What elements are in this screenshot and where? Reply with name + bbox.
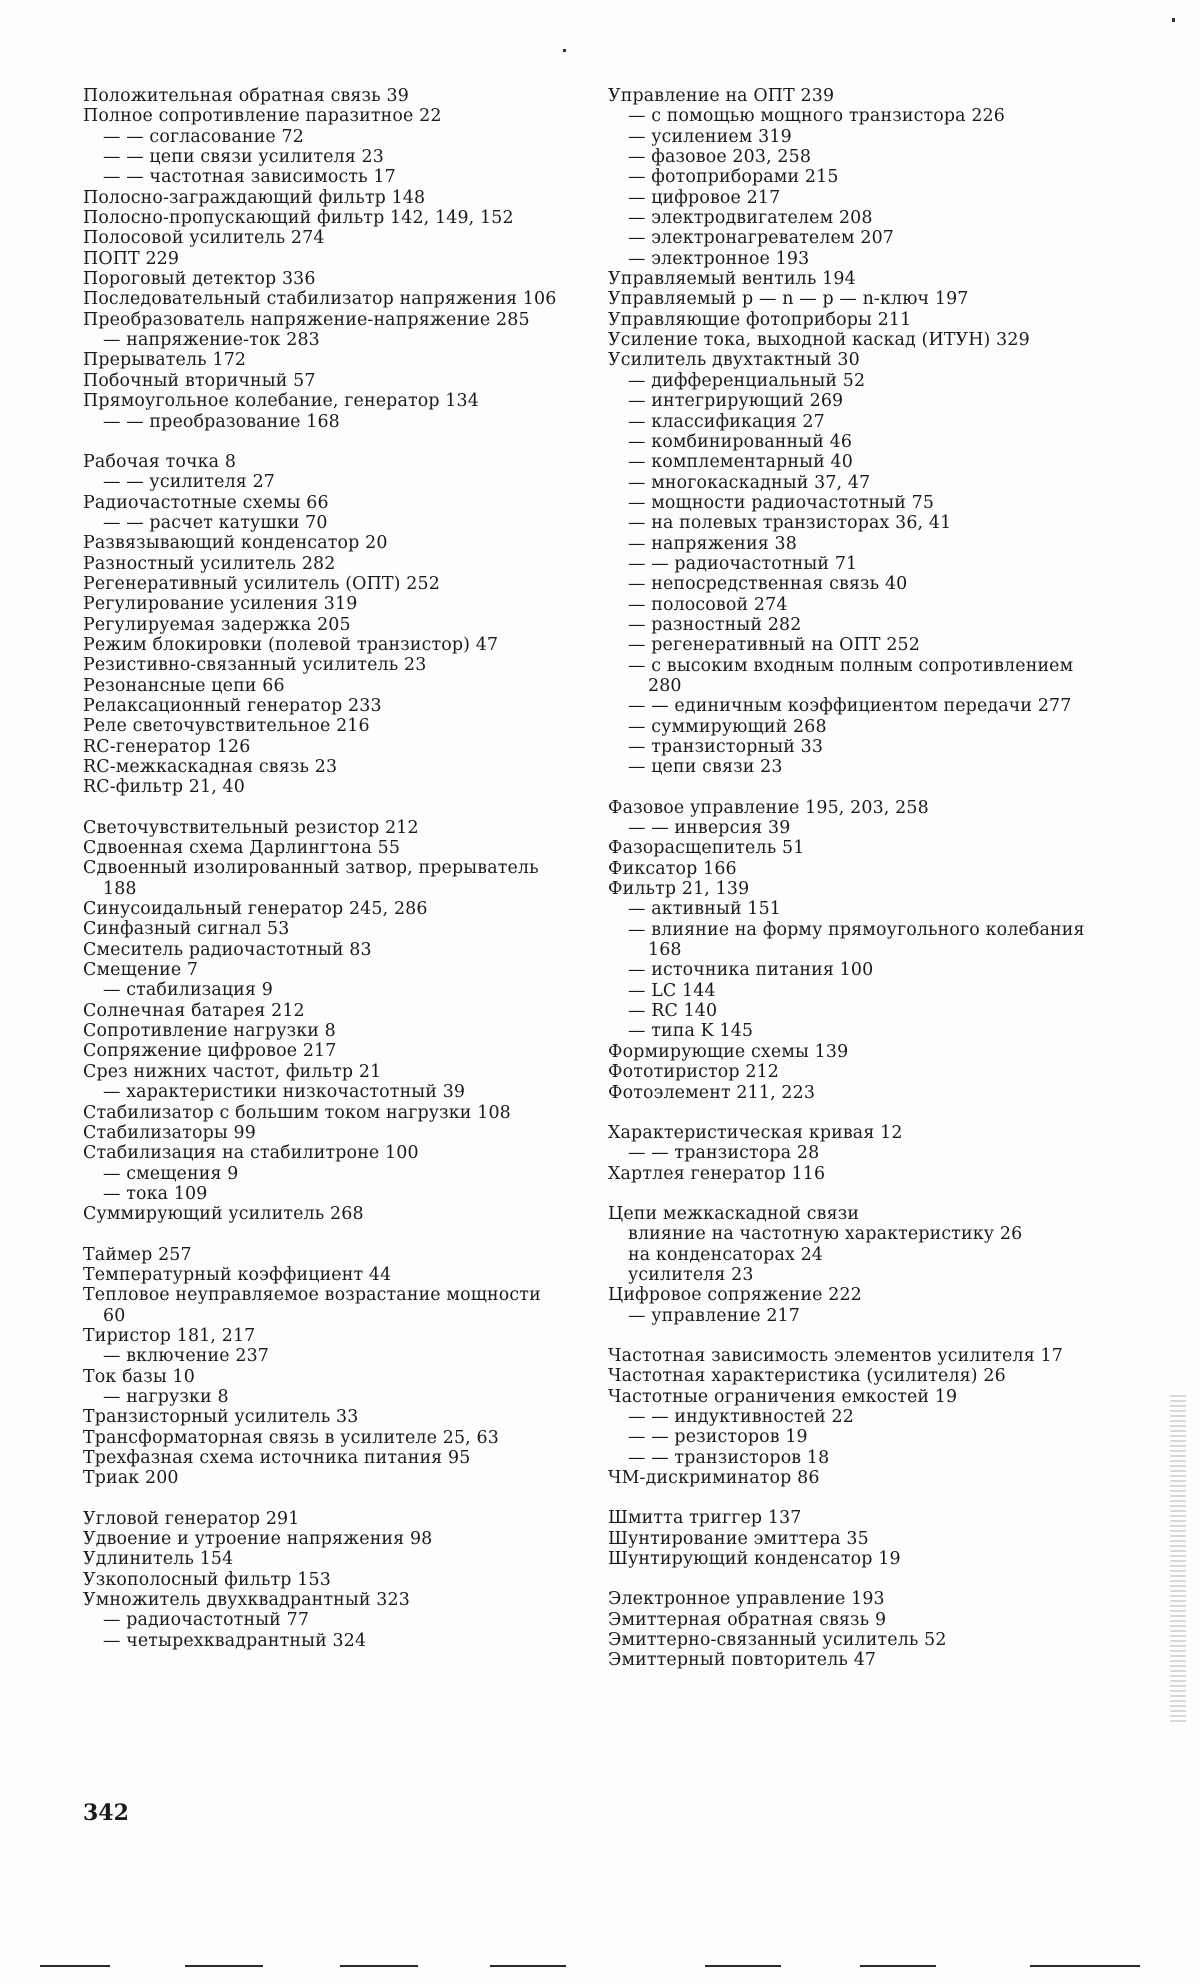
scan-bottom-rule bbox=[1030, 1965, 1140, 1967]
section-gap bbox=[608, 1103, 1100, 1123]
index-entry: Усилитель двухтактный 30 bbox=[608, 350, 860, 371]
section-gap bbox=[608, 1184, 1100, 1204]
index-entry: Последовательный стабилизатор напряжения 106 bbox=[83, 289, 557, 310]
index-entry: Угловой генератор 291 bbox=[83, 1508, 300, 1529]
index-entry: Регулируемая задержка 205 bbox=[83, 614, 351, 635]
section-gap bbox=[608, 778, 1100, 798]
index-entry: Тепловое неуправляемое возрастание мощности 60 bbox=[83, 1285, 541, 1326]
index-entry: Радиочастотные схемы 66 bbox=[83, 492, 329, 513]
index-entry: Развязывающий конденсатор 20 bbox=[83, 533, 388, 554]
index-entry: Сдвоенная схема Дарлингтона 55 bbox=[83, 838, 401, 859]
index-entry: ЧМ-дискриминатор 86 bbox=[608, 1468, 820, 1488]
index-subentry: — — инверсия 39 bbox=[628, 818, 791, 839]
index-entry: Частотная характеристика (усилителя) 26 bbox=[608, 1366, 1006, 1387]
index-subentry: — дифференциальный 52 bbox=[628, 370, 866, 391]
index-entry: Полосно-пропускающий фильтр 142, 149, 152 bbox=[83, 208, 514, 229]
index-entry: Разностный усилитель 282 bbox=[83, 553, 336, 574]
index-entry: Положительная обратная связь 39 bbox=[83, 86, 409, 106]
index-entry: Пороговый детектор 336 bbox=[83, 269, 316, 290]
index-entry: Синфазный сигнал 53 bbox=[83, 919, 290, 940]
index-entry: Стабилизатор с большим током нагрузки 108 bbox=[83, 1102, 511, 1123]
section-gap bbox=[83, 1489, 565, 1509]
index-entry: Тиристор 181, 217 bbox=[83, 1325, 256, 1346]
index-entry: Смеситель радиочастотный 83 bbox=[83, 939, 372, 960]
index-entry: Стабилизация на стабилитроне 100 bbox=[83, 1143, 419, 1164]
index-entry: Срез нижних частот, фильтр 21 bbox=[83, 1061, 382, 1082]
index-entry: RC-межкаскадная связь 23 bbox=[83, 757, 338, 777]
index-entry: Умножитель двухквадрантный 323 bbox=[83, 1590, 410, 1611]
index-subentry: — цепи связи 23 bbox=[628, 757, 783, 778]
index-subentry: — — частотная зависимость 17 bbox=[103, 167, 396, 188]
index-subentry: — включение 237 bbox=[103, 1346, 270, 1367]
index-entry: Температурный коэффициент 44 bbox=[83, 1264, 392, 1285]
index-entry: Эмиттерная обратная связь 9 bbox=[608, 1609, 887, 1630]
index-subentry: — — транзистора 28 bbox=[628, 1143, 820, 1164]
index-entry: Шунтирующий конденсатор 19 bbox=[608, 1549, 901, 1570]
index-subentry: — усилением 319 bbox=[628, 126, 792, 147]
index-subentry: — — согласование 72 bbox=[103, 126, 304, 147]
index-subentry: — LC 144 bbox=[628, 980, 716, 1001]
index-entry: Фазорасщепитель 51 bbox=[608, 838, 805, 859]
index-subentry: — радиочастотный 77 bbox=[103, 1610, 310, 1631]
index-subentry: — активный 151 bbox=[628, 899, 782, 920]
scan-bottom-rule bbox=[490, 1965, 566, 1967]
index-entry: Эмиттерный повторитель 47 bbox=[608, 1650, 877, 1671]
index-subentry: — классификация 27 bbox=[628, 411, 825, 432]
index-subentry: — фотоприборами 215 bbox=[628, 167, 839, 188]
index-entry: Сопряжение цифровое 217 bbox=[83, 1041, 337, 1062]
index-entry: ПОПТ 229 bbox=[83, 248, 180, 269]
section-gap bbox=[608, 1569, 1100, 1589]
index-subentry: — комбинированный 46 bbox=[628, 431, 853, 452]
index-entry: Удлинитель 154 bbox=[83, 1549, 234, 1570]
index-entry: Резонансные цепи 66 bbox=[83, 675, 285, 696]
index-subentry: — напряжения 38 bbox=[628, 533, 797, 554]
index-entry: Полосно-заграждающий фильтр 148 bbox=[83, 187, 426, 208]
index-subentry: — электронное 193 bbox=[628, 248, 810, 269]
index-subentry: — фазовое 203, 258 bbox=[628, 147, 812, 168]
index-entry: Преобразователь напряжение-напряжение 285 bbox=[83, 309, 530, 330]
index-entry: Цифровое сопряжение 222 bbox=[608, 1285, 862, 1306]
index-entry: Трехфазная схема источника питания 95 bbox=[83, 1448, 471, 1468]
index-entry: Управляемый p — n — p — n-ключ 197 bbox=[608, 289, 969, 310]
index-entry: Прямоугольное колебание, генератор 134 bbox=[83, 391, 479, 412]
index-entry: RC-генератор 126 bbox=[83, 736, 251, 757]
index-subentry: — — индуктивностей 22 bbox=[628, 1406, 854, 1427]
index-subentry: — регенеративный на ОПТ 252 bbox=[628, 635, 920, 656]
index-subentry: — — радиочастотный 71 bbox=[628, 553, 858, 574]
scan-speck bbox=[1172, 18, 1175, 22]
index-entry: Побочный вторичный 57 bbox=[83, 370, 316, 391]
index-entry: Таймер 257 bbox=[83, 1244, 192, 1265]
index-subentry: — мощности радиочастотный 75 bbox=[628, 492, 935, 513]
index-subentry: — суммирующий 268 bbox=[628, 716, 827, 737]
index-subentry: — — расчет катушки 70 bbox=[103, 512, 328, 533]
index-subentry: — — транзисторов 18 bbox=[628, 1447, 830, 1468]
index-subentry: — с помощью мощного транзистора 226 bbox=[628, 106, 1005, 127]
index-subentry: — источника питания 100 bbox=[628, 960, 874, 981]
index-entry: Режим блокировки (полевой транзистор) 47 bbox=[83, 634, 499, 655]
index-subentry: — цифровое 217 bbox=[628, 187, 781, 208]
index-entry: Удвоение и утроение напряжения 98 bbox=[83, 1529, 433, 1550]
index-entry: Регенеративный усилитель (ОПТ) 252 bbox=[83, 573, 440, 594]
index-entry: Формирующие схемы 139 bbox=[608, 1041, 849, 1062]
index-subentry: — непосредственная связь 40 bbox=[628, 574, 908, 595]
index-entry: Фильтр 21, 139 bbox=[608, 879, 750, 900]
index-entry: Ток базы 10 bbox=[83, 1366, 195, 1387]
index-subentry: — управление 217 bbox=[628, 1305, 800, 1326]
index-entry: Фазовое управление 195, 203, 258 bbox=[608, 797, 929, 818]
index-subentry: — на полевых транзисторах 36, 41 bbox=[628, 513, 952, 534]
index-entry: Триак 200 bbox=[83, 1468, 179, 1489]
index-entry: Хартлея генератор 116 bbox=[608, 1163, 826, 1184]
index-subentry: — нагрузки 8 bbox=[103, 1386, 229, 1407]
index-subentry: — полосовой 274 bbox=[628, 594, 788, 615]
index-entry: Шмитта триггер 137 bbox=[608, 1508, 802, 1529]
index-entry: Управление на ОПТ 239 bbox=[608, 86, 835, 106]
index-entry: Прерыватель 172 bbox=[83, 350, 247, 371]
index-subentry: — — усилителя 27 bbox=[103, 472, 276, 493]
index-subentry: на конденсаторах 24 bbox=[628, 1244, 824, 1265]
index-subentry: — — единичным коэффициентом передачи 277 bbox=[628, 696, 1072, 717]
section-gap bbox=[608, 1488, 1100, 1508]
index-column-right bbox=[608, 86, 1100, 1671]
index-entry: Частотная зависимость элементов усилителя 17 bbox=[608, 1345, 1063, 1366]
scan-bottom-rule bbox=[860, 1965, 936, 1967]
index-entry: Узкополосный фильтр 153 bbox=[83, 1569, 331, 1590]
index-entry: Трансформаторная связь в усилителе 25, 63 bbox=[83, 1427, 499, 1448]
index-entry: Резистивно-связанный усилитель 23 bbox=[83, 655, 427, 676]
index-subentry: — — резисторов 19 bbox=[628, 1427, 808, 1448]
index-entry: Фототиристор 212 bbox=[608, 1062, 780, 1083]
index-entry: Стабилизаторы 99 bbox=[83, 1122, 256, 1143]
index-subentry: — разностный 282 bbox=[628, 614, 802, 635]
index-entry: Реле светочувствительное 216 bbox=[83, 716, 370, 737]
scan-bottom-rule bbox=[705, 1965, 781, 1967]
index-entry: Эмиттерно-связанный усилитель 52 bbox=[608, 1630, 947, 1651]
index-entry: Сопротивление нагрузки 8 bbox=[83, 1021, 336, 1042]
index-subentry: — — преобразование 168 bbox=[103, 411, 340, 432]
index-subentry: — транзисторный 33 bbox=[628, 737, 824, 757]
index-subentry: — тока 109 bbox=[103, 1183, 208, 1204]
index-entry: Релаксационный генератор 233 bbox=[83, 695, 382, 716]
scan-bottom-rule bbox=[40, 1965, 110, 1967]
index-entry: Сдвоенный изолированный затвор, прерыватель 188 bbox=[83, 858, 539, 899]
page-number: 342 bbox=[83, 1800, 129, 1826]
index-entry: Электронное управление 193 bbox=[608, 1589, 885, 1610]
index-subentry: — комплементарный 40 bbox=[628, 452, 853, 473]
index-entry: Смещение 7 bbox=[83, 960, 199, 981]
index-entry: Управляющие фотоприборы 211 bbox=[608, 309, 912, 330]
index-entry: Цепи межкаскадной связи bbox=[608, 1203, 860, 1224]
index-entry: Управляемый вентиль 194 bbox=[608, 269, 856, 290]
index-subentry: — электронагревателем 207 bbox=[628, 228, 894, 249]
section-gap bbox=[83, 432, 565, 452]
index-subentry: — интегрирующий 269 bbox=[628, 391, 844, 412]
index-entry: Суммирующий усилитель 268 bbox=[83, 1204, 364, 1225]
section-gap bbox=[83, 1225, 565, 1245]
index-entry: Синусоидальный генератор 245, 286 bbox=[83, 899, 428, 920]
index-subentry: влияние на частотную характеристику 26 bbox=[628, 1224, 1023, 1245]
index-entry: Фиксатор 166 bbox=[608, 858, 737, 879]
index-entry: RC-фильтр 21, 40 bbox=[83, 777, 245, 798]
index-entry: Фотоэлемент 211, 223 bbox=[608, 1082, 816, 1103]
index-subentry: — — цепи связи усилителя 23 bbox=[103, 147, 384, 168]
index-subentry: — характеристики низкочастотный 39 bbox=[103, 1082, 466, 1103]
index-entry: Полосовой усилитель 274 bbox=[83, 228, 325, 249]
index-entry: Частотные ограничения емкостей 19 bbox=[608, 1386, 958, 1407]
index-entry: Регулирование усиления 319 bbox=[83, 594, 358, 615]
index-subentry: — стабилизация 9 bbox=[103, 980, 273, 1001]
section-gap bbox=[83, 798, 565, 818]
index-subentry: — влияние на форму прямоугольного колебания 168 bbox=[628, 919, 1085, 961]
scan-edge-noise bbox=[1170, 1395, 1186, 1725]
index-subentry: — с высоким входным полным сопротивлением 280 bbox=[628, 655, 1074, 696]
index-subentry: — электродвигателем 208 bbox=[628, 208, 873, 229]
index-entry: Транзисторный усилитель 33 bbox=[83, 1407, 359, 1428]
index-subentry: — RC 140 bbox=[628, 1001, 718, 1022]
index-subentry: — многокаскадный 37, 47 bbox=[628, 472, 871, 493]
index-entry: Полное сопротивление паразитное 22 bbox=[83, 106, 442, 127]
index-column-left bbox=[83, 86, 565, 1651]
index-entry: Солнечная батарея 212 bbox=[83, 1000, 305, 1021]
index-subentry: — типа K 145 bbox=[628, 1021, 754, 1042]
index-subentry: усилителя 23 bbox=[628, 1264, 754, 1285]
index-entry: Светочувствительный резистор 212 bbox=[83, 817, 419, 838]
index-entry: Усиление тока, выходной каскад (ИТУН) 329 bbox=[608, 330, 1030, 351]
index-entry: Характеристическая кривая 12 bbox=[608, 1122, 903, 1143]
scan-bottom-rule bbox=[185, 1965, 263, 1967]
scan-speck bbox=[563, 49, 566, 52]
index-subentry: — напряжение-ток 283 bbox=[103, 330, 320, 351]
index-entry: Шунтирование эмиттера 35 bbox=[608, 1528, 869, 1549]
index-entry: Рабочая точка 8 bbox=[83, 451, 237, 472]
scan-bottom-rule bbox=[340, 1965, 418, 1967]
section-gap bbox=[608, 1326, 1100, 1346]
index-subentry: — четырехквадрантный 324 bbox=[103, 1630, 367, 1651]
index-subentry: — смещения 9 bbox=[103, 1163, 239, 1184]
